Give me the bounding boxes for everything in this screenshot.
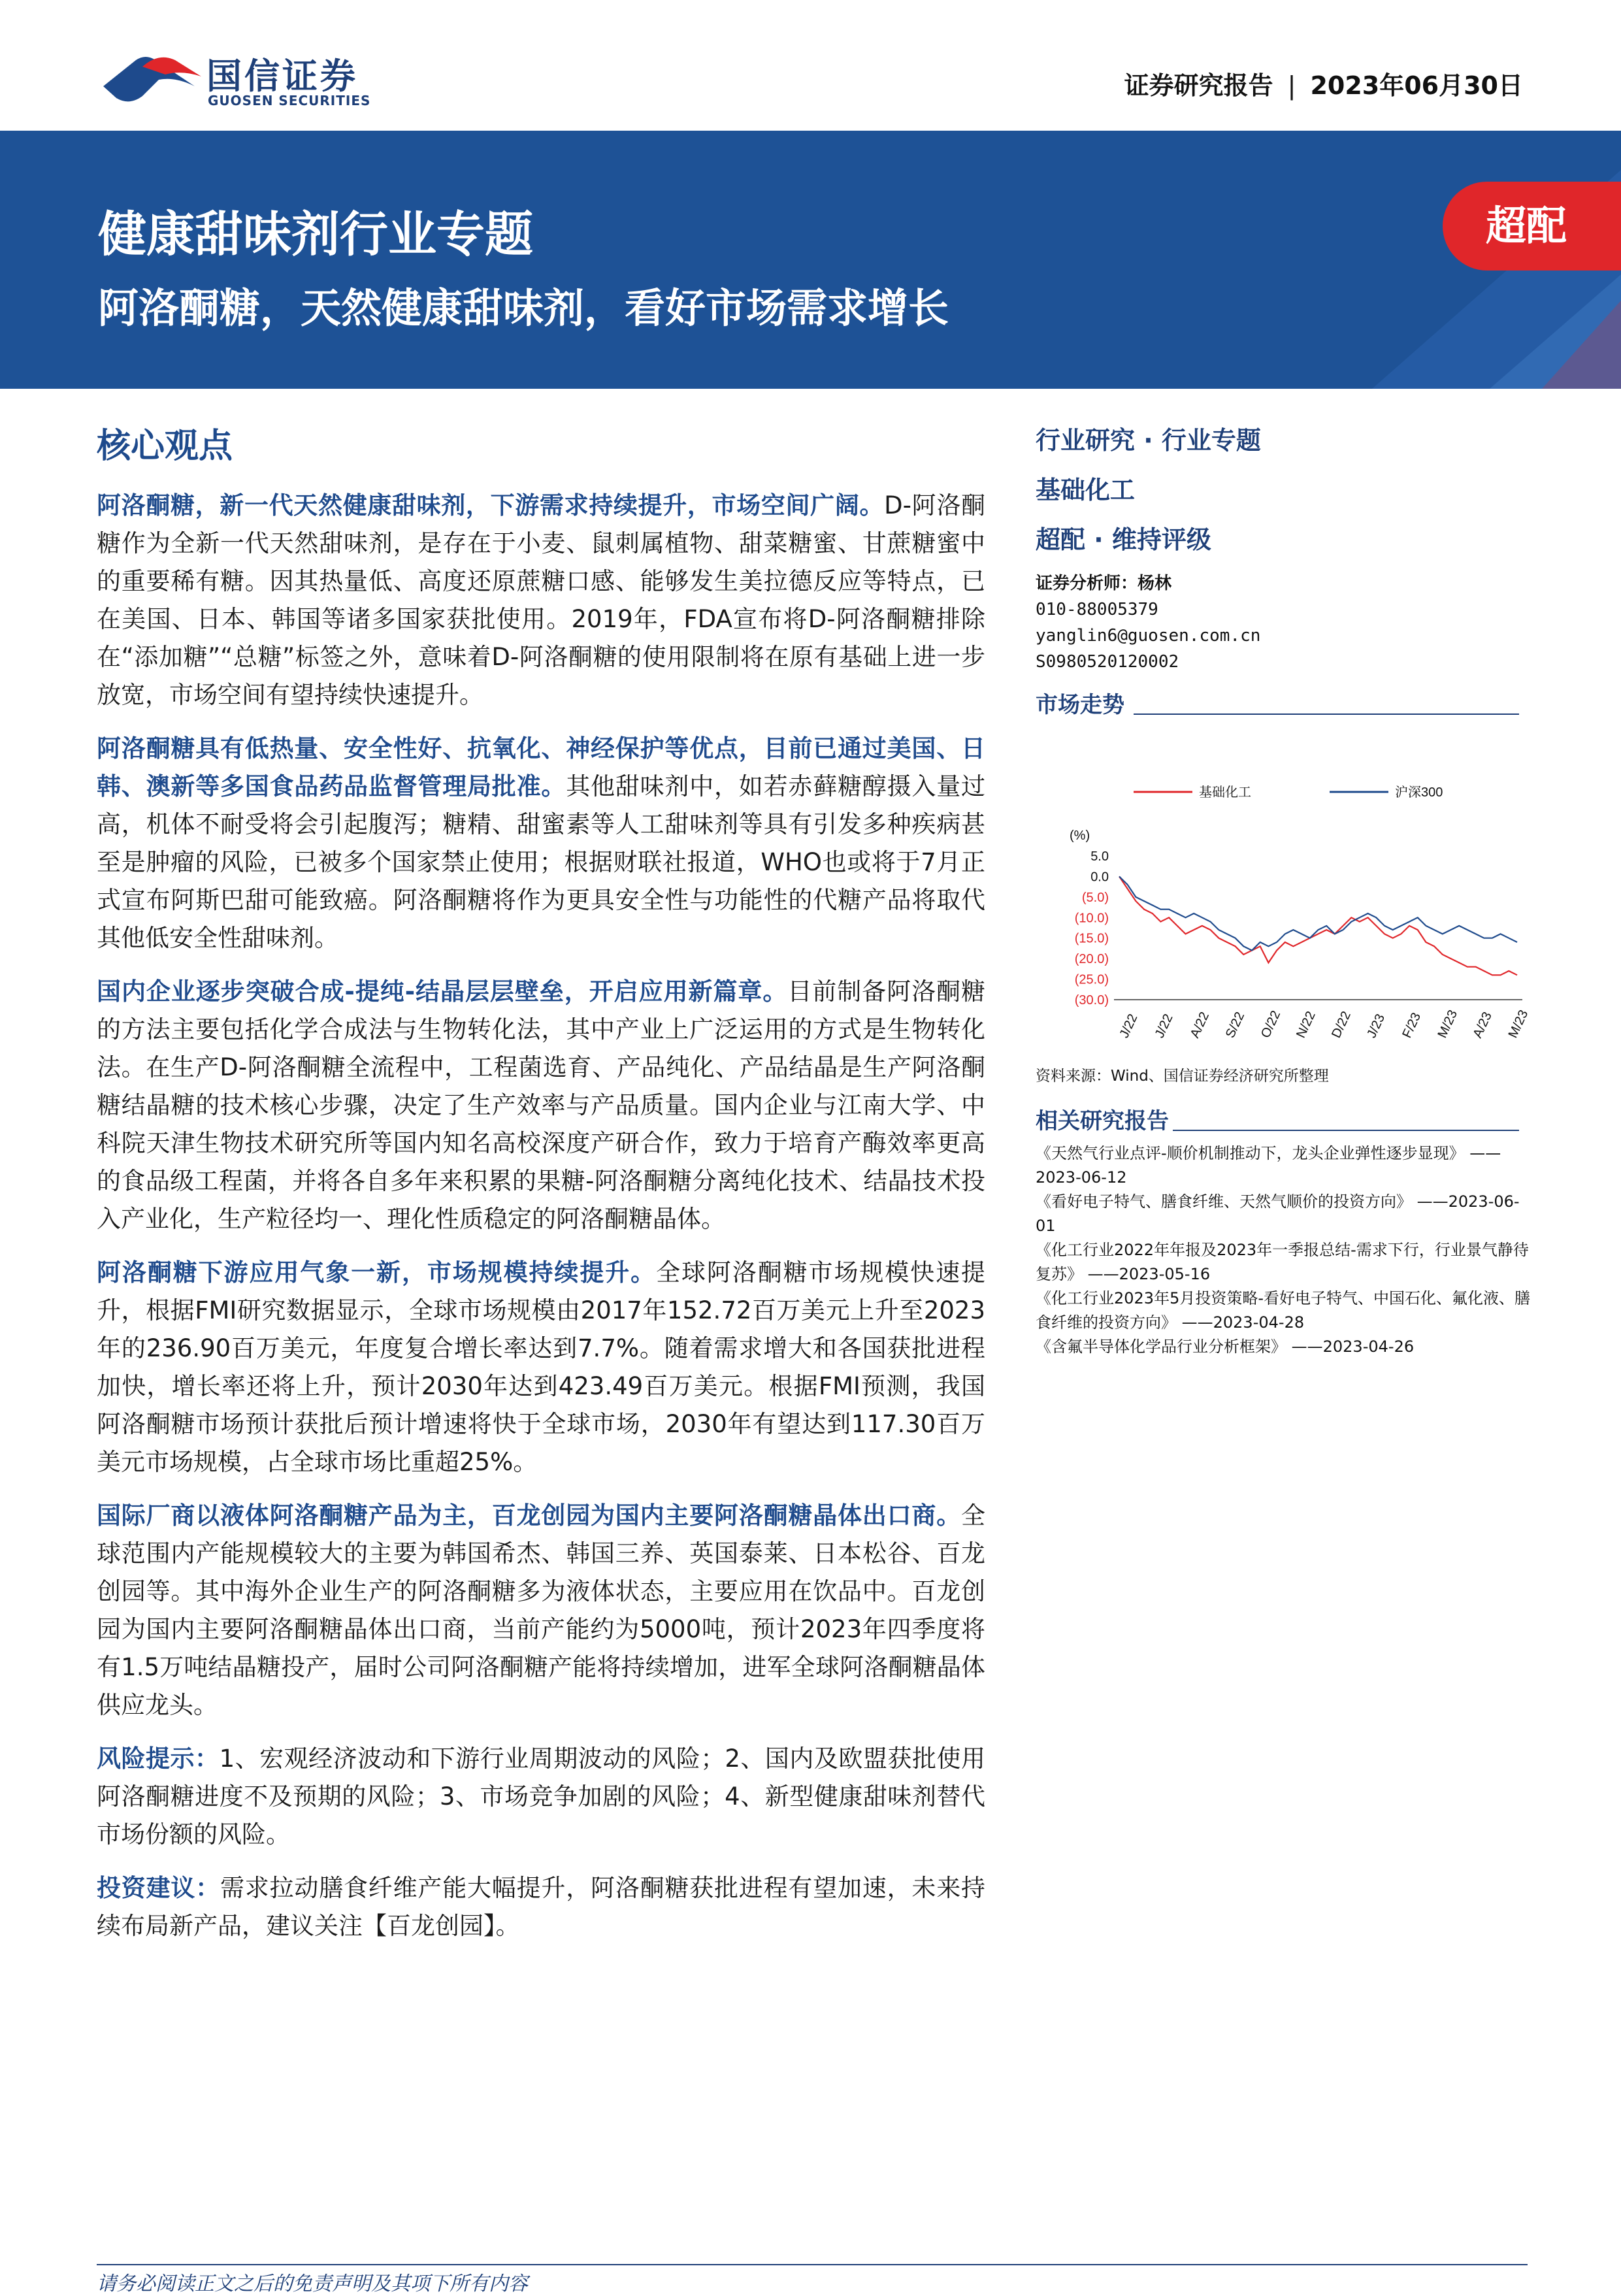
paragraph: 阿洛酮糖，新一代天然健康甜味剂，下游需求持续提升，市场空间广阔。D-阿洛酮糖作为全新一代天然甜味剂，是存在于小麦、鼠刺属植物、甜菜糖蜜、甘蔗糖蜜中的重要稀有糖。因其热量低、高度还原蔗糖口感、能够发生美拉德反应等特点，已在美国、日本、韩国等诸多国家获批使用。2019年，FDA宣布将D-阿洛酮糖排除在“添加糖”“总糖”标签之外，意味着D-阿洛酮糖的使用限制将在原有基础上进一步放宽，市场空间有望持续快速提升。 [97,491,985,709]
legend-label: 沪深300 [1395,785,1443,800]
x-tick-label: J/22 [1117,1011,1141,1041]
y-tick-label: (15.0) [1074,931,1109,946]
sidebar-category: 行业研究 · 行业专题 [1036,426,1261,455]
x-tick-label: O/22 [1258,1008,1284,1041]
paragraph: 国内企业逐步突破合成-提纯-结晶层层壁垒，开启应用新篇章。目前制备阿洛酮糖的方法主要包括化学合成法与生物转化法，其中产业上广泛运用的方式是生物转化法。在生产D-阿洛酮糖全流程中，工程菌选育、产品纯化、产品结晶是生产阿洛酮糖结晶糖的技术核心步骤，决定了生产效率与产品质量。国内企业与江南大学、中科院天津生物技术研究所等国内知名高校深度产研合作，致力于培育产酶效率更高的食品级工程菌，并将各自多年来积累的果糖-阿洛酮糖分离纯化技术、结晶技术投入产业化，生产粒径均一、理化性质稳定的阿洛酮糖晶体。 [97,977,985,1233]
divider [1173,1130,1519,1131]
x-tick-label: J/23 [1364,1011,1388,1041]
x-tick-label: M/23 [1505,1008,1531,1041]
x-tick-label: N/22 [1294,1009,1318,1041]
y-tick-label: 0.0 [1090,870,1109,885]
report-type: 证券研究报告 [1124,71,1273,100]
footer-divider [97,2264,1528,2265]
y-tick-label: (5.0) [1081,890,1109,905]
related-reports [1036,1103,1532,1359]
analyst-email[interactable]: yanglin6@guosen.com.cn [1036,626,1261,646]
related-report-item[interactable]: 《含氟半导体化学品行业分析框架》 ——2023-04-26 [1036,1337,1415,1356]
footer-disclaimer: 请务必阅读正文之后的免责声明及其项下所有内容 [97,2272,528,2295]
related-report-item[interactable]: 《看好电子特气、膳食纤维、天然气顺价的投资方向》 ——2023-06-01 [1036,1192,1520,1235]
sidebar-rating: 超配 · 维持评级 [1036,525,1211,554]
y-tick-label: (20.0) [1074,952,1109,967]
company-logo [97,41,371,119]
related-report-item[interactable]: 《化工行业2023年5月投资策略-看好电子特气、中国石化、氟化液、膳食纤维的投资方向》 ——2023-04-28 [1036,1289,1531,1332]
x-tick-label: A/23 [1470,1009,1495,1041]
related-report-item[interactable]: 《天然气行业点评-顺价机制推动下，龙头企业弹性逐步显现》 ——2023-06-12 [1036,1144,1501,1187]
divider [1134,713,1519,715]
rating-badge: 超配 [1443,182,1621,271]
risk-paragraph: 风险提示：1、宏观经济波动和下游行业周期波动的风险；2、国内及欧盟获批使用阿洛酮糖进度不及预期的风险；3、市场竞争加剧的风险；4、新型健康甜味剂替代市场份额的风险。 [97,1745,985,1848]
chart-legend [1134,785,1443,800]
core-views-section [97,418,985,1961]
x-tick-label: D/22 [1329,1009,1354,1041]
x-tick-label: A/22 [1187,1009,1213,1041]
related-report-item[interactable]: 《化工行业2022年年报及2023年一季报总结-需求下行，行业景气静待复苏》 ——2023-05-16 [1036,1241,1529,1283]
related-heading: 相关研究报告 [1036,1103,1532,1135]
logo-text-en: GUOSEN SECURITIES [208,93,371,108]
logo-mark-icon [97,41,201,119]
core-heading: 核心观点 [97,427,233,466]
x-tick-label: J/22 [1152,1011,1176,1041]
market-heading: 市场走势 [1036,687,1532,719]
y-tick-label: (25.0) [1074,972,1109,987]
logo-text-cn: 国信证券 [206,56,358,97]
series-line [1119,876,1517,950]
y-axis-label: (%) [1070,828,1090,843]
market-trend-chart [1036,771,1532,1058]
paragraph: 阿洛酮糖下游应用气象一新，市场规模持续提升。全球阿洛酮糖市场规模快速提升，根据FMI研究数据显示，全球市场规模由2017年152.72百万美元上升至2023年的236.90百万美元，年度复合增长率达到7.7%。随着需求增大和各国获批进程加快，增长率还将上升，预计2030年达到423.49百万美元。根据FMI预测，我国阿洛酮糖市场预计获批后预计增速将快于全球市场，2030年有望达到117.30百万美元市场规模，占全球市场比重超25%。 [97,1258,986,1476]
analyst-cert: S0980520120002 [1036,652,1179,672]
paragraph: 国际厂商以液体阿洛酮糖产品为主，百龙创园为国内主要阿洛酮糖晶体出口商。全球范围内产能规模较大的主要为韩国希杰、韩国三养、英国泰莱、日本松谷、百龙创园等。其中海外企业生产的阿洛酮糖多为液体状态，主要应用在饮品中。百龙创园为国内主要阿洛酮糖晶体出口商，当前产能约为5000吨，预计2023年四季度将有1.5万吨结晶糖投产，届时公司阿洛酮糖产能将持续增加，进军全球阿洛酮糖晶体供应龙头。 [97,1501,985,1719]
y-tick-label: 5.0 [1090,849,1109,864]
sidebar [1036,421,1532,719]
meta-separator: | [1287,71,1296,100]
analyst-name: 证券分析师：杨林 [1036,574,1172,593]
x-tick-label: S/22 [1222,1009,1248,1041]
page-subtitle: 阿洛酮糖，天然健康甜味剂，看好市场需求增长 [98,284,949,332]
legend-label: 基础化工 [1199,785,1251,800]
title-banner [0,131,1621,389]
report-date: 2023年06月30日 [1310,71,1523,100]
analyst-phone: 010-88005379 [1036,600,1158,619]
series-line [1119,876,1517,975]
report-meta [1124,65,1523,101]
paragraph: 阿洛酮糖具有低热量、安全性好、抗氧化、神经保护等优点，目前已通过美国、日韩、澳新等多国食品药品监督管理局批准。其他甜味剂中，如若赤藓糖醇摄入量过高，机体不耐受将会引起腹泻；糖精、甜蜜素等人工甜味剂等具有引发多种疾病甚至是肿瘤的风险，已被多个国家禁止使用；根据财联社报道，WHO也或将于7月正式宣布阿斯巴甜可能致癌。阿洛酮糖将作为更具安全性与功能性的代糖产品将取代其他低安全性甜味剂。 [97,734,986,952]
y-tick-label: (30.0) [1074,993,1109,1008]
chart-source: 资料来源：Wind、国信证券经济研究所整理 [1036,1068,1329,1085]
x-tick-label: F/23 [1400,1010,1424,1041]
advice-paragraph: 投资建议：需求拉动膳食纤维产能大幅提升，阿洛酮糖获批进程有望加速，未来持续布局新产品，建议关注【百龙创园】。 [97,1874,985,1940]
page-title: 健康甜味剂行业专题 [98,206,533,263]
y-tick-label: (10.0) [1074,911,1109,926]
sidebar-industry: 基础化工 [1036,476,1136,504]
x-tick-label: M/23 [1435,1008,1461,1041]
